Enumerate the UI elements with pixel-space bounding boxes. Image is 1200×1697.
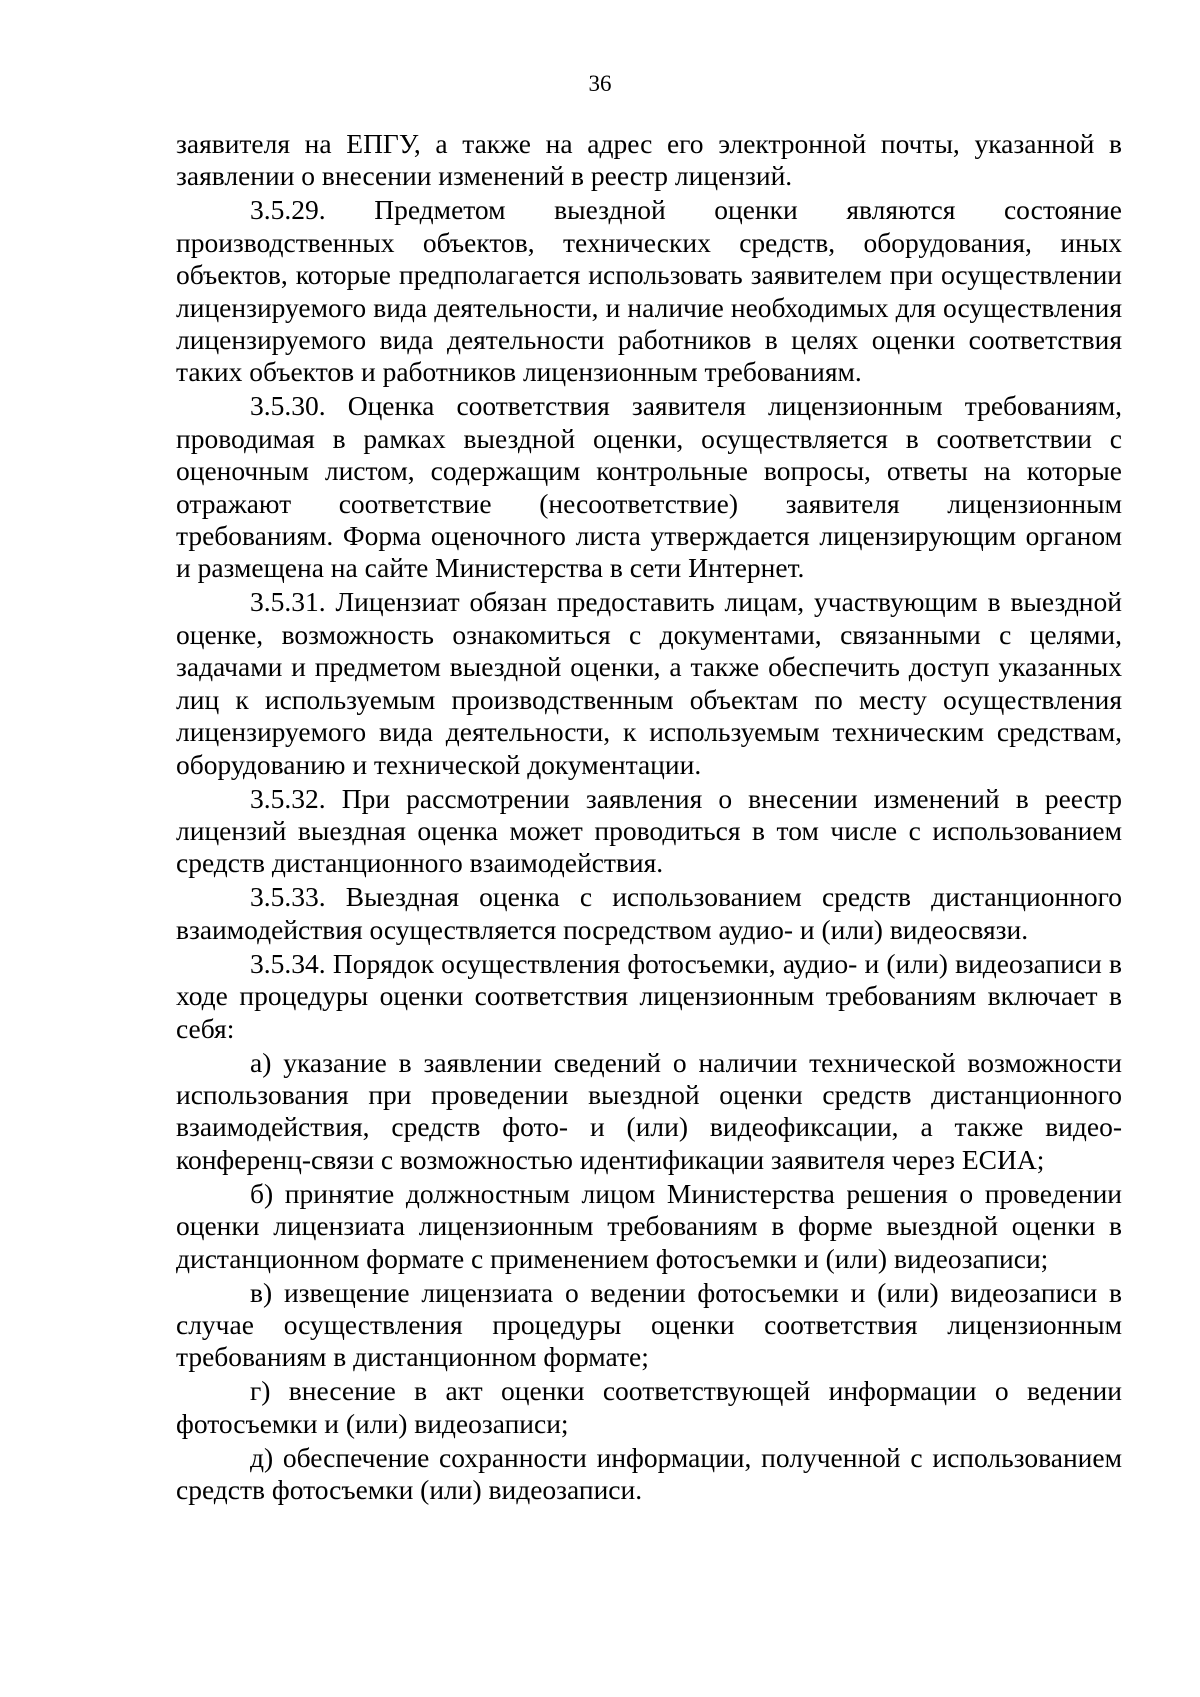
paragraph-3-5-29: 3.5.29. Предметом выездной оценки являются состояние производственных объектов, технических средств, оборудования, иных объектов, которые предполагается использовать заявителем при осуществлении лицензируемого вида деятельности, и наличие необходимых для осуществления лицензируемого вида деятельности работников в целях оценки соответствия таких объектов и работников лицензионным требованиям. xyxy=(176,194,1122,388)
paragraph-3-5-31: 3.5.31. Лицензиат обязан предоставить лицам, участвующим в выездной оценке, возможность ознакомиться с документами, связанными с целями, задачами и предметом выездной оценки, а также обеспечить доступ указанных лиц к используемым производственным объектам по месту осуществления лицензируемого вида деятельности, к используемым техническим средствам, оборудованию и технической документации. xyxy=(176,586,1122,780)
document-body xyxy=(176,128,1122,1508)
list-item-g: г) внесение в акт оценки соответствующей информации о ведении фотосъемки и (или) видеозаписи; xyxy=(176,1375,1122,1439)
list-item-a: а) указание в заявлении сведений о наличии технической возможности использования при проведении выездной оценки средств дистанционного взаимодействия, средств фото- и (или) видеофиксации, а также видео-конференц-связи с возможностью идентификации заявителя через ЕСИА; xyxy=(176,1046,1122,1175)
list-item-b: б) принятие должностным лицом Министерства решения о проведении оценки лицензиата лицензионным требованиям в форме выездной оценки в дистанционном формате с применением фотосъемки и (или) видеозаписи; xyxy=(176,1177,1122,1274)
list-item-d: д) обеспечение сохранности информации, полученной с использованием средств фотосъемки (или) видеозаписи. xyxy=(176,1441,1122,1506)
paragraph-3-5-33: 3.5.33. Выездная оценка с использованием средств дистанционного взаимодействия осуществляется посредством аудио- и (или) видеосвязи. xyxy=(176,881,1122,945)
page-number: 36 xyxy=(588,71,612,96)
paragraph-continuation: заявителя на ЕПГУ, а также на адрес его электронной почты, указанной в заявлении о внесении изменений в реестр лицензий. xyxy=(176,128,1122,192)
paragraph-3-5-32: 3.5.32. При рассмотрении заявления о внесении изменений в реестр лицензий выездная оценка может проводиться в том числе с использованием средств дистанционного взаимодействия. xyxy=(176,782,1122,879)
paragraph-3-5-34: 3.5.34. Порядок осуществления фотосъемки, аудио- и (или) видеозаписи в ходе процедуры оценки соответствия лицензионным требованиям включает в себя: xyxy=(176,947,1122,1044)
list-item-v: в) извещение лицензиата о ведении фотосъемки и (или) видеозаписи в случае осуществления процедуры оценки соответствия лицензионным требованиям в дистанционном формате; xyxy=(176,1276,1122,1373)
paragraph-3-5-30: 3.5.30. Оценка соответствия заявителя лицензионным требованиям, проводимая в рамках выездной оценки, осуществляется в соответствии с оценочным листом, содержащим контрольные вопросы, ответы на которые отражают соответствие (несоответствие) заявителя лицензионным требованиям. Форма оценочного листа утверждается лицензирующим органом и размещена на сайте Министерства в сети Интернет. xyxy=(176,390,1122,584)
